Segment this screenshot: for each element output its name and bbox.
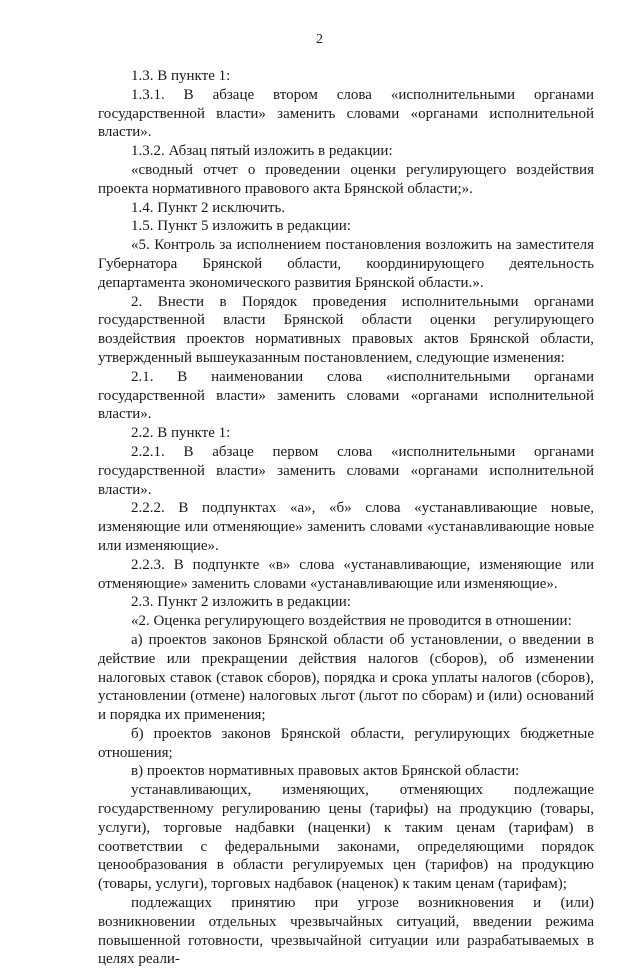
paragraph-2-2: 2.2. В пункте 1: — [131, 425, 231, 442]
paragraph-2-2-1: 2.2.1. В абзаце первом слова «исполнительными органами государственной власти» заменить словами «органами исполнительной власти». — [98, 443, 594, 498]
paragraph-2-2-2: 2.2.2. В подпунктах «а», «б» слова «устанавливающие новые, изменяющие или отменяющие» заменить словами «устанавливающие новые или изменяющие». — [98, 500, 594, 554]
paragraph-1-3: 1.3. В пункте 1: — [131, 68, 231, 84]
paragraph-quote-summary-report: «сводный отчет о проведении оценки регулирующего воздействия проекта нормативного правового акта Брянской области;». — [98, 161, 594, 197]
paragraph-1-5: 1.5. Пункт 5 изложить в редакции: — [131, 218, 351, 235]
page-number: 2 — [316, 32, 323, 47]
paragraph-2-1: 2.1. В наименовании слова «исполнительными органами государственной власти» заменить словами «органами исполнительной власти». — [98, 368, 594, 423]
paragraph-2-2-3: 2.2.3. В подпункте «в» слова «устанавливающие, изменяющие или отменяющие» заменить словами «устанавливающие или изменяющие». — [98, 556, 594, 592]
paragraph-quote-control: «5. Контроль за исполнением постановления возложить на заместителя Губернатора Брянской области, координирующего деятельность департамента экономического развития Брянской области.». — [98, 237, 594, 291]
paragraph-item-b: б) проектов законов Брянской области, регулирующих бюджетные отношения; — [98, 725, 594, 761]
paragraph-item-a: а) проектов законов Брянской области об установлении, о введении в действие или прекращении действия налогов (сборов), об изменении налоговых ставок (ставок сборов), порядка и срока уплаты налогов (сборов), установлении (отмене) налоговых льгот (льгот по сборам) и (или) оснований и порядка их применения; — [98, 631, 594, 724]
paragraph-1-3-1: 1.3.1. В абзаце втором слова «исполнительными органами государственной власти» заменить словами «органами исполнительной власти». — [98, 86, 594, 141]
paragraph-1-3-2: 1.3.2. Абзац пятый изложить в редакции: — [131, 143, 393, 160]
paragraph-2-3: 2.3. Пункт 2 изложить в редакции: — [131, 594, 351, 611]
document-body — [98, 67, 594, 969]
paragraph-2: 2. Внести в Порядок проведения исполнительными органами государственной власти Брянской области оценки регулирующего воздействия проектов нормативных правовых актов Брянской области, утвержденный вышеуказанным постановлением, следующие изменения: — [98, 293, 594, 366]
paragraph-emergency: подлежащих принятию при угрозе возникновения и (или) возникновении отдельных чрезвычайных ситуаций, введении режима повышенной готовности, чрезвычайной ситуации или разрабатываемых в целях реали- — [98, 895, 594, 968]
paragraph-quote-assessment: «2. Оценка регулирующего воздействия не проводится в отношении: — [131, 613, 572, 630]
paragraph-item-v: в) проектов нормативных правовых актов Брянской области: — [131, 763, 520, 780]
paragraph-1-4: 1.4. Пункт 2 исключить. — [131, 199, 286, 216]
paragraph-prices-tariffs: устанавливающих, изменяющих, отменяющих подлежащие государственному регулированию цены (тарифы) на продукцию (товары, услуги), торговые надбавки (наценки) к таким ценам (тарифам) в соответствии с федеральными законами, определяющими порядок ценообразования в области регулируемых цен (тарифов) на продукцию (товары, услуги), торговых надбавок (наценок) к таким ценам (тарифам); — [98, 782, 594, 893]
